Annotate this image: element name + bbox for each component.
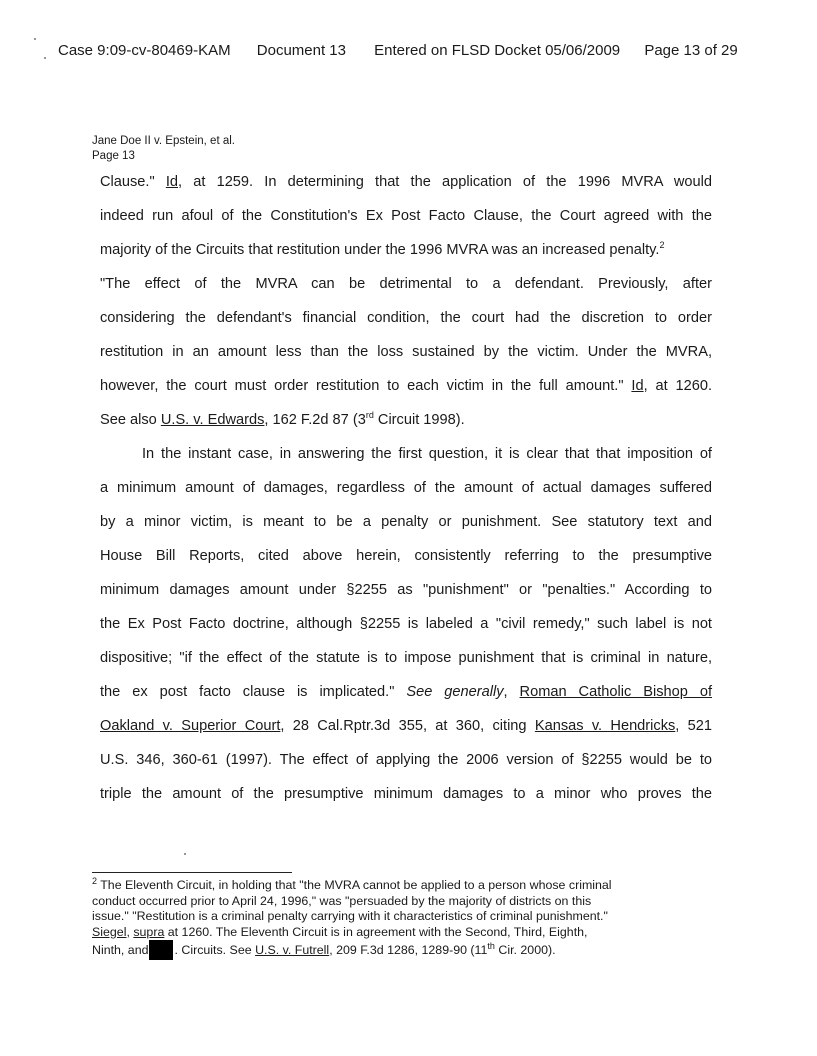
footnote-ref: 2 xyxy=(659,240,665,251)
case-citation: U.S. v. Edwards xyxy=(160,412,265,428)
text-line: "The effect of the MVRA can be detrimental to a defendant. Previously, after xyxy=(100,276,712,292)
case-citation: Kansas v. Hendricks xyxy=(534,718,676,734)
scan-speck xyxy=(184,853,186,855)
caption-title: Jane Doe II v. Epstein, et al. xyxy=(92,135,235,147)
case-citation: Roman Catholic Bishop of xyxy=(519,684,713,700)
case-citation: Siegel xyxy=(92,924,127,939)
case-caption xyxy=(92,134,235,164)
text-line: a minimum amount of damages, regardless of the amount of actual damages suffered xyxy=(100,480,712,496)
footnote-mark: 2 xyxy=(92,875,98,886)
text-line: however, the court must order restitution to each victim in the full amount." Id, at 1260. xyxy=(100,378,712,394)
text-line: indeed run afoul of the Constitution's Ex Post Facto Clause, the Court agreed with the xyxy=(100,208,712,224)
footnote-line: issue." "Restitution is a criminal penalty carrying with it characteristics of criminal punishment." xyxy=(92,909,608,923)
text-line: the ex post facto clause is implicated." See generally, Roman Catholic Bishop of xyxy=(100,684,713,700)
text-line: majority of the Circuits that restitution under the 1996 MVRA was an increased penalty.$^2$ xyxy=(100,240,665,258)
scan-speck xyxy=(44,57,46,59)
text-line: the Ex Post Facto doctrine, although §2255 is labeled a "civil remedy," such label is not xyxy=(100,616,712,632)
text-line: Oakland v. Superior Court, 28 Cal.Rptr.3d 355, at 360, citing Kansas v. Hendricks, 521 xyxy=(100,718,713,734)
case-number: Case 9:09-cv-80469-KAM xyxy=(58,42,231,59)
footnote-line: conduct occurred prior to April 24, 1996," was "persuaded by the majority of districts on this xyxy=(92,893,592,908)
text-line: See also U.S. v. Edwards, 162 F.2d 87 (3rd Circuit 1998). xyxy=(100,410,465,428)
text-line: In the instant case, in answering the first question, it is clear that that imposition of xyxy=(142,446,712,462)
text-line: considering the defendant's financial condition, the court had the discretion to order xyxy=(100,310,712,326)
text-line: dispositive; "if the effect of the statute is to impose punishment that is criminal in nature, xyxy=(100,650,712,666)
text-line: minimum damages amount under §2255 as "punishment" or "penalties." According to xyxy=(100,582,712,598)
footnote-divider xyxy=(92,872,292,873)
citation: Id xyxy=(631,378,644,394)
entered-date: Entered on FLSD Docket 05/06/2009 xyxy=(374,42,621,59)
signal-phrase: See generally xyxy=(406,684,504,700)
text-line: House Bill Reports, cited above herein, consistently referring to the presumptive xyxy=(100,548,712,564)
document-number: Document 13 xyxy=(256,42,346,59)
footnote xyxy=(92,875,712,960)
redaction-block xyxy=(149,940,173,960)
text-line: triple the amount of the presumptive minimum damages to a minor who proves the xyxy=(100,786,712,802)
citation: Id xyxy=(165,174,179,190)
case-citation: U.S. v. Futrell xyxy=(255,943,330,957)
page-count: Page 13 of 29 xyxy=(644,42,738,59)
footnote-line: Siegel, supra at 1260. The Eleventh Circuit is in agreement with the Second, Third, Eighth, xyxy=(92,924,588,939)
caption-page: Page 13 xyxy=(92,150,135,162)
text-line: U.S. 346, 360-61 (1997). The effect of applying the 2006 version of §2255 would be to xyxy=(100,752,712,768)
scan-speck xyxy=(34,38,36,40)
footnote-line: Ninth, and . Circuits. See U.S. v. Futrell, 209 F.3d 1286, 1289-90 (11th Cir. 2000). xyxy=(92,940,712,960)
docket-header xyxy=(58,42,738,59)
footnote-line: $^2$ The Eleventh Circuit, in holding that "the MVRA cannot be applied to a person whose criminal xyxy=(92,875,612,892)
text-line: restitution in an amount less than the loss sustained by the victim. Under the MVRA, xyxy=(100,344,712,360)
document-body xyxy=(100,165,712,811)
text-line: Clause." Id, at 1259. In determining that the application of the 1996 MVRA would xyxy=(100,174,713,190)
case-citation: Oakland v. Superior Court xyxy=(100,718,281,734)
text-line: by a minor victim, is meant to be a penalty or punishment. See statutory text and xyxy=(100,514,712,530)
